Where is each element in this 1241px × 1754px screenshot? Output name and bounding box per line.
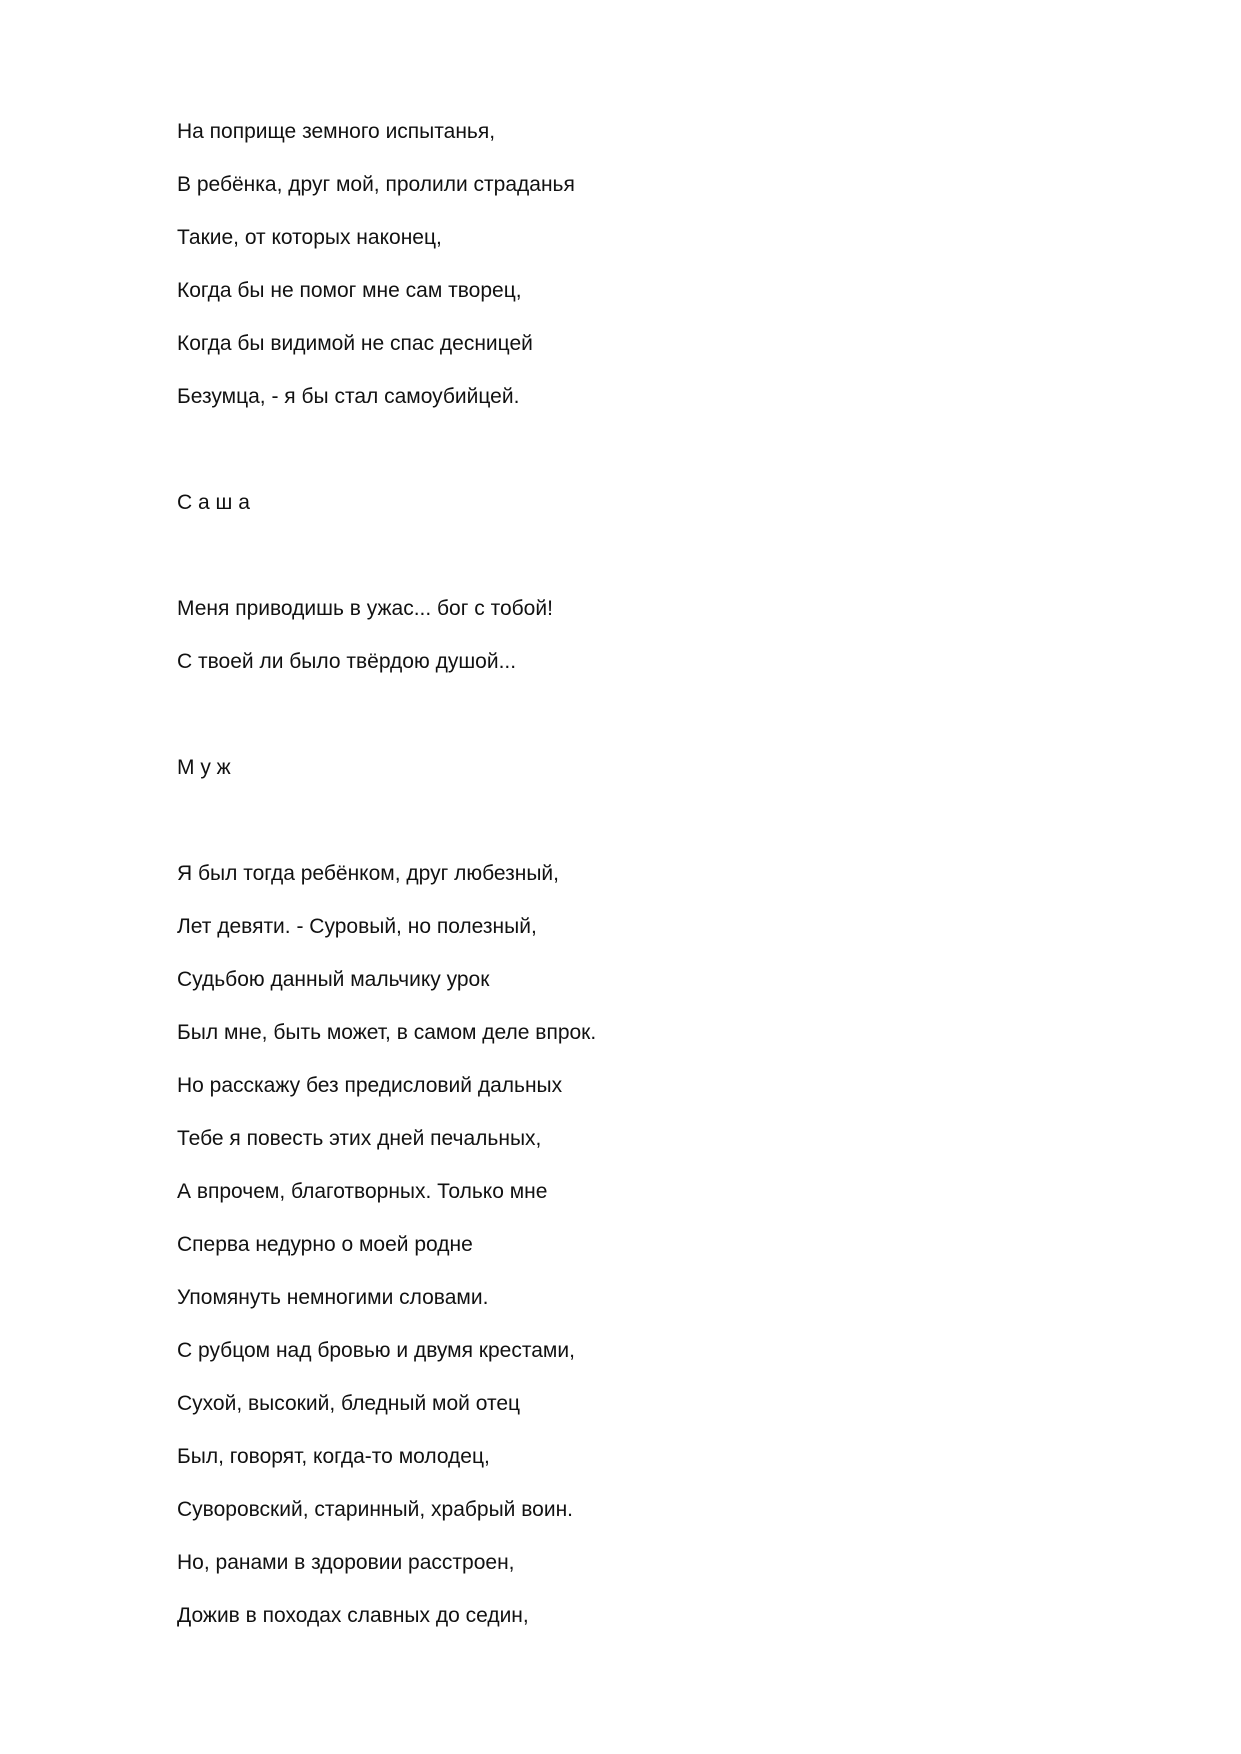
poem-line: Меня приводишь в ужас... бог с тобой! [177, 597, 553, 620]
poem-line: Я был тогда ребёнком, друг любезный, [177, 862, 559, 885]
poem-line: Суворовский, старинный, храбрый воин. [177, 1498, 574, 1521]
stanza-2 [177, 591, 1077, 697]
speaker-muzh: М у ж [177, 756, 231, 779]
poem-line: Безумца, - я бы стал самоубийцей. [177, 385, 520, 408]
poem-line: Когда бы видимой не спас десницей [177, 332, 533, 355]
stanza-1 [177, 114, 1077, 432]
blank-line [177, 697, 1077, 750]
poem-line: А впрочем, благотворных. Только мне [177, 1180, 548, 1203]
poem-line: Упомянуть немногими словами. [177, 1286, 489, 1309]
blank-line [177, 803, 1077, 856]
blank-line [177, 538, 1077, 591]
poem-line: Сухой, высокий, бледный мой отец [177, 1392, 521, 1415]
poem-line: С твоей ли было твёрдою душой... [177, 650, 517, 673]
poem-line: Был мне, быть может, в самом деле впрок. [177, 1021, 597, 1044]
poem-text [177, 114, 1077, 1651]
poem-line: Когда бы не помог мне сам творец, [177, 279, 522, 302]
poem-line: Был, говорят, когда-то молодец, [177, 1445, 490, 1468]
poem-line: Тебе я повесть этих дней печальных, [177, 1127, 542, 1150]
blank-line [177, 432, 1077, 485]
poem-line: Лет девяти. - Суровый, но полезный, [177, 915, 537, 938]
poem-line: Такие, от которых наконец, [177, 226, 442, 249]
poem-line: Но расскажу без предисловий дальных [177, 1074, 563, 1097]
poem-line: Судьбою данный мальчику урок [177, 968, 490, 991]
poem-line: На поприще земного испытанья, [177, 120, 496, 143]
poem-line: Дожив в походах славных до седин, [177, 1604, 529, 1627]
poem-line: В ребёнка, друг мой, пролили страданья [177, 173, 575, 196]
poem-line: С рубцом над бровью и двумя крестами, [177, 1339, 575, 1362]
speaker-sasha: С а ш а [177, 491, 250, 514]
poem-line: Сперва недурно о моей родне [177, 1233, 473, 1256]
stanza-3 [177, 856, 1077, 1651]
poem-line: Но, ранами в здоровии расстроен, [177, 1551, 515, 1574]
